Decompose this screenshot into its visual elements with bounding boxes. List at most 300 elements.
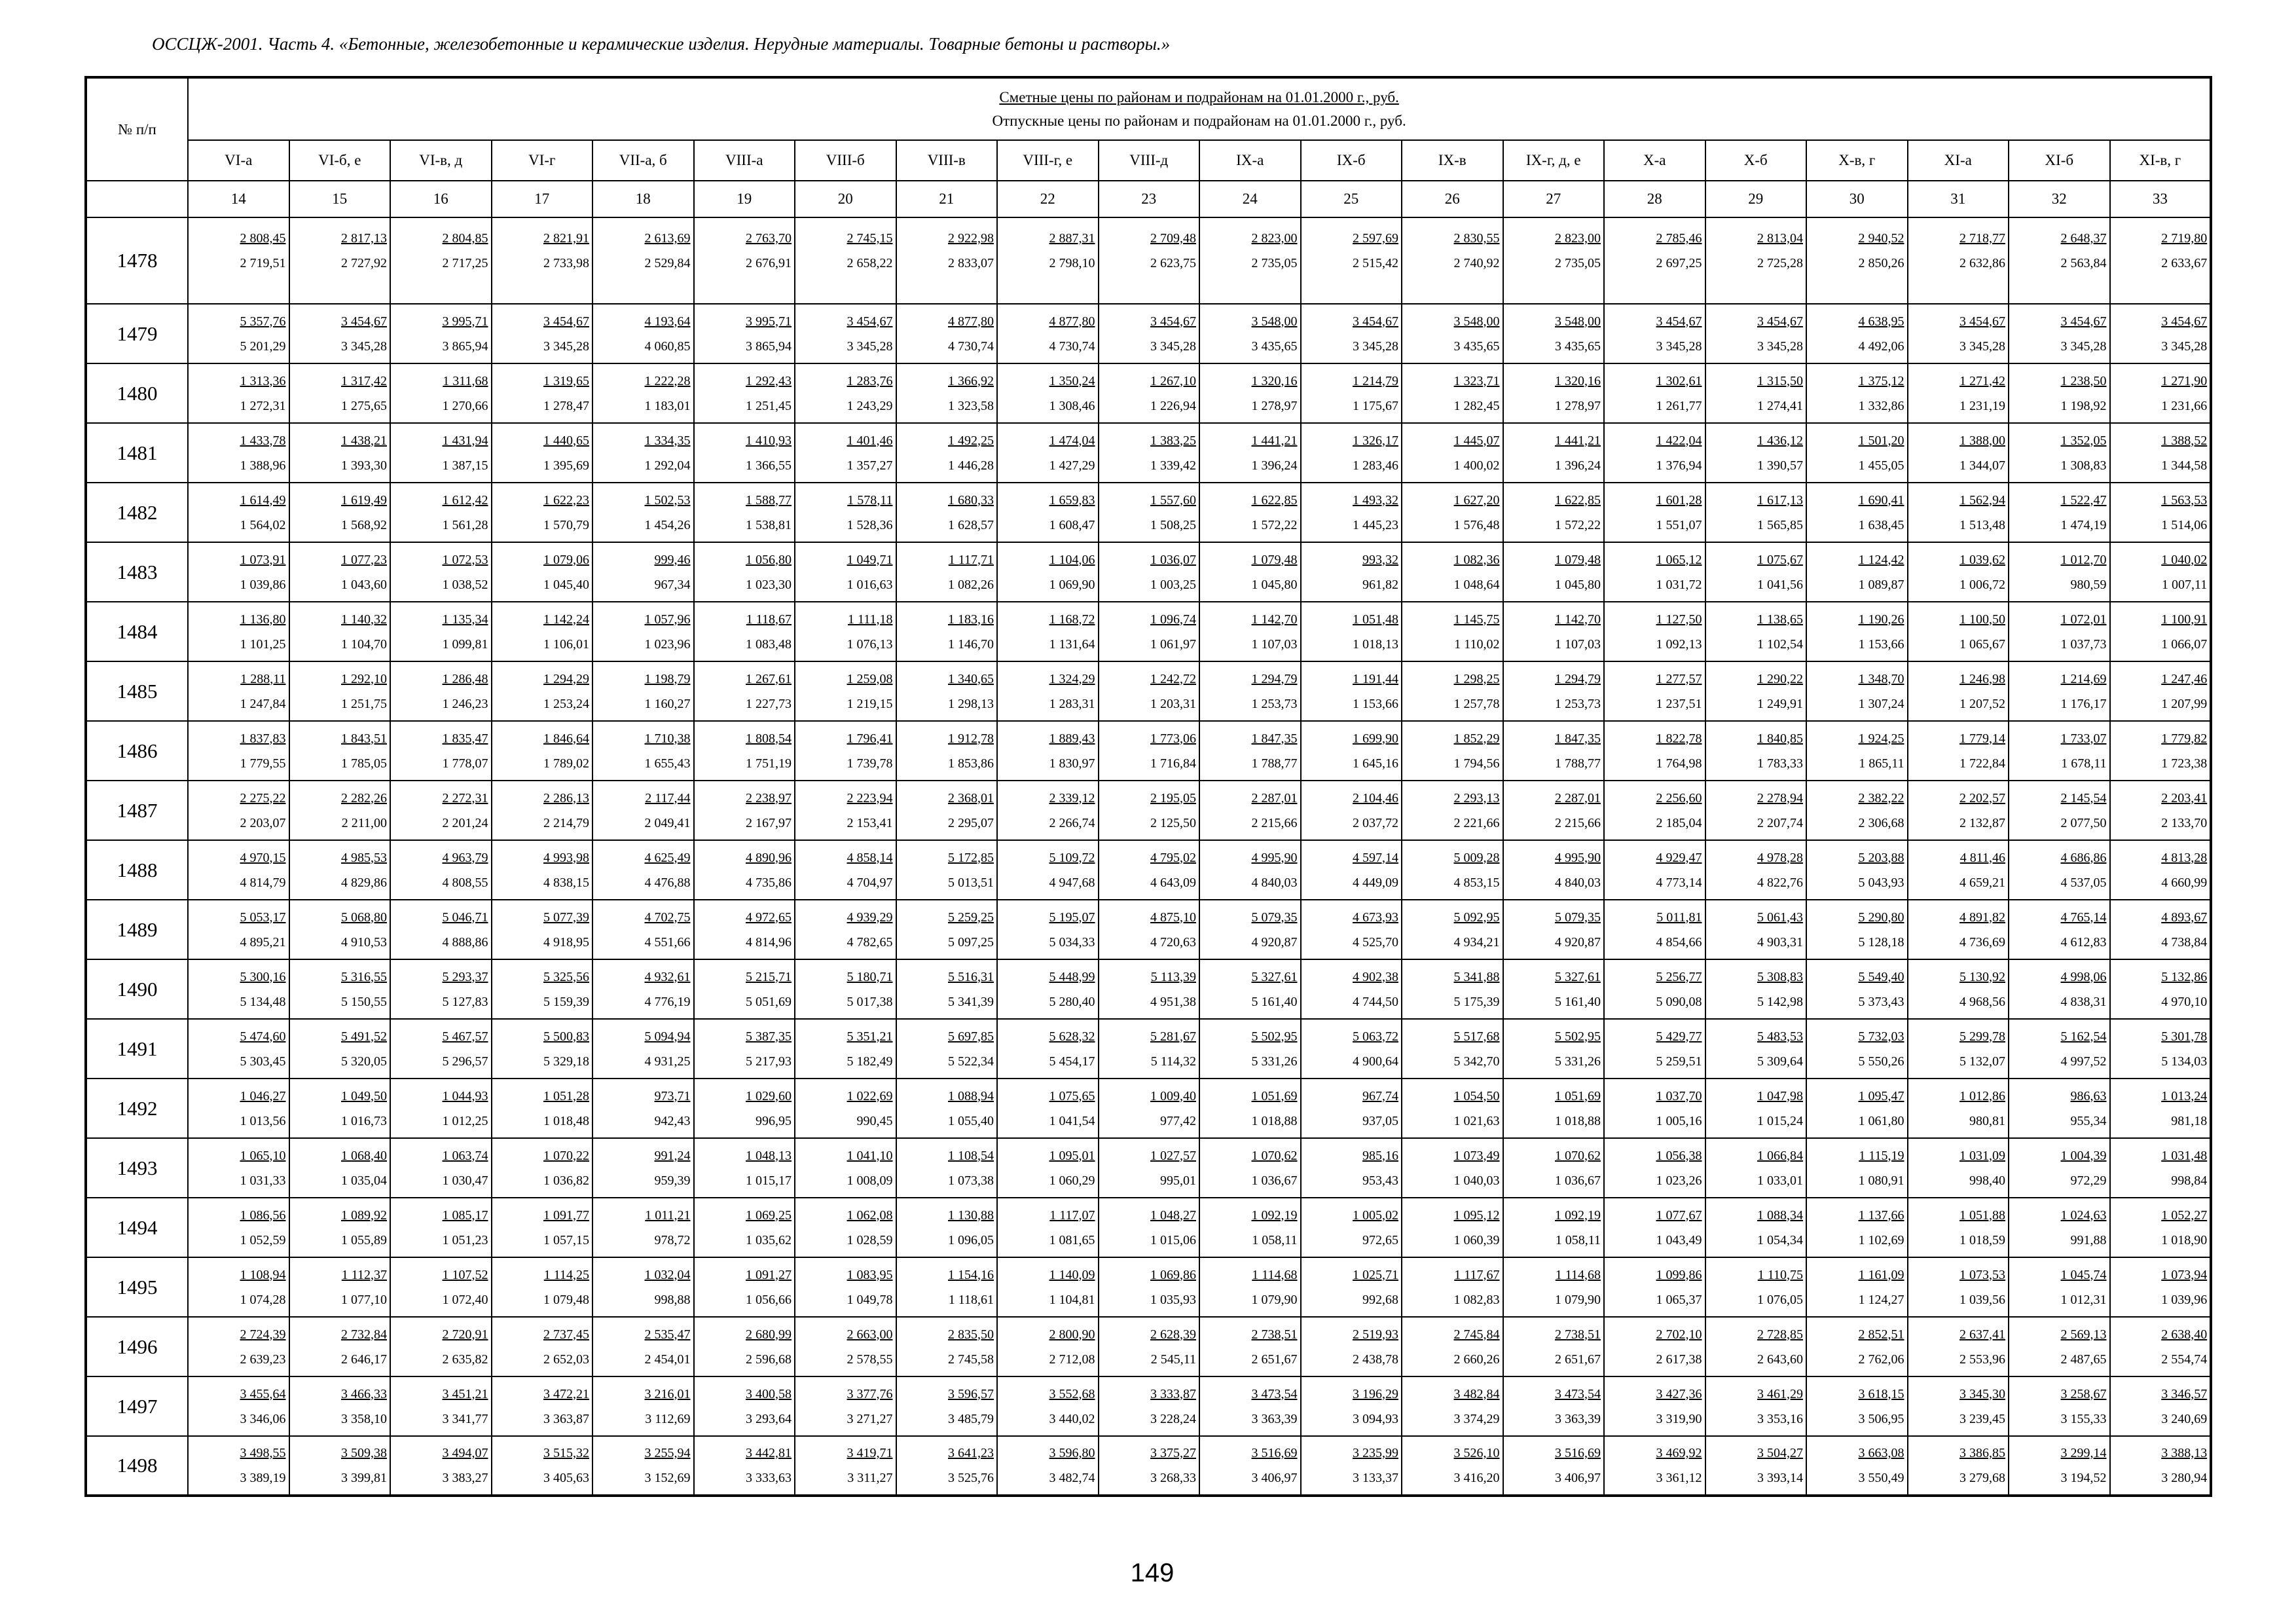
price-cell xyxy=(1908,1376,2009,1436)
column-index: 26 xyxy=(1402,181,1503,217)
release-price: 1 016,73 xyxy=(341,1113,387,1128)
price-cell xyxy=(289,483,391,542)
estimate-price: 4 638,95 xyxy=(1858,314,1904,329)
price-cell xyxy=(592,602,694,661)
price-cell xyxy=(1705,1198,1807,1257)
estimate-price: 1 710,38 xyxy=(644,731,691,746)
price-cell xyxy=(694,483,795,542)
release-price: 1 183,01 xyxy=(644,398,691,413)
release-price: 1 055,89 xyxy=(341,1232,387,1247)
price-cell xyxy=(896,1257,998,1317)
price-cell xyxy=(188,781,289,840)
price-cell xyxy=(2110,1436,2212,1496)
price-cell xyxy=(1604,304,1705,363)
table-row xyxy=(86,1376,2211,1436)
price-cell xyxy=(2009,1257,2110,1317)
estimate-price: 4 978,28 xyxy=(1757,850,1803,865)
table-row xyxy=(86,840,2211,900)
estimate-price: 3 548,00 xyxy=(1555,314,1601,329)
release-price: 1 104,70 xyxy=(341,637,387,652)
region-header-row xyxy=(86,140,2211,181)
price-cell xyxy=(2009,1019,2110,1079)
estimate-price: 5 113,39 xyxy=(1150,969,1196,984)
release-price: 1 052,59 xyxy=(240,1232,286,1247)
price-cell xyxy=(694,304,795,363)
estimate-price: 5 172,85 xyxy=(948,850,994,865)
release-price: 1 031,72 xyxy=(1656,577,1702,592)
estimate-price: 1 075,67 xyxy=(1757,552,1803,567)
price-cell xyxy=(188,959,289,1019)
release-price: 1 077,10 xyxy=(341,1292,387,1307)
estimate-price: 4 972,65 xyxy=(746,910,792,925)
estimate-price: 1 056,80 xyxy=(746,552,792,567)
estimate-price: 2 835,50 xyxy=(948,1327,994,1342)
price-cell xyxy=(390,542,492,602)
estimate-price: 1 578,11 xyxy=(847,492,893,507)
estimate-price: 2 637,41 xyxy=(1959,1327,2005,1342)
release-price: 1 783,33 xyxy=(1757,756,1803,771)
release-price: 3 389,19 xyxy=(240,1471,286,1485)
estimate-price: 1 092,19 xyxy=(1251,1208,1298,1223)
estimate-price: 1 889,43 xyxy=(1049,731,1095,746)
estimate-price: 1 267,61 xyxy=(746,671,792,686)
region-header: X-а xyxy=(1604,140,1705,181)
release-price: 3 333,63 xyxy=(746,1471,792,1485)
estimate-price: 4 765,14 xyxy=(2060,910,2107,925)
release-price: 4 920,87 xyxy=(1251,934,1298,950)
price-cell xyxy=(188,1019,289,1079)
price-cell xyxy=(795,602,896,661)
estimate-price: 1 294,79 xyxy=(1251,671,1298,686)
release-price: 3 133,37 xyxy=(1353,1471,1398,1485)
release-price: 4 736,69 xyxy=(1959,934,2005,950)
row-number: 1490 xyxy=(86,959,188,1019)
price-cell xyxy=(795,900,896,959)
estimate-price: 5 351,21 xyxy=(847,1029,893,1044)
price-cell xyxy=(390,1317,492,1376)
release-price: 1 561,28 xyxy=(442,517,488,532)
price-cell xyxy=(188,721,289,781)
price-cell xyxy=(1402,542,1503,602)
estimate-price: 1 004,39 xyxy=(2060,1148,2107,1163)
region-header: IX-б xyxy=(1301,140,1402,181)
price-cell xyxy=(1908,363,2009,423)
release-price: 1 031,33 xyxy=(240,1173,286,1188)
price-cell xyxy=(188,840,289,900)
price-cell xyxy=(1705,661,1807,721)
estimate-price: 3 596,80 xyxy=(1049,1446,1095,1460)
price-cell xyxy=(289,1376,391,1436)
region-header: VIII-а xyxy=(694,140,795,181)
release-price: 2 214,79 xyxy=(543,815,589,830)
release-price: 1 076,05 xyxy=(1757,1292,1803,1307)
price-cell xyxy=(390,602,492,661)
region-header: XI-в, г xyxy=(2110,140,2212,181)
estimate-price: 3 526,10 xyxy=(1453,1446,1500,1460)
estimate-price: 1 779,82 xyxy=(2161,731,2208,746)
estimate-price: 5 467,57 xyxy=(442,1029,488,1044)
estimate-price: 3 454,67 xyxy=(1353,314,1398,329)
price-cell xyxy=(694,840,795,900)
price-cell xyxy=(492,602,593,661)
estimate-price: 1 840,85 xyxy=(1757,731,1803,746)
release-price: 2 651,67 xyxy=(1555,1352,1601,1367)
estimate-price: 2 203,41 xyxy=(2161,790,2208,805)
price-cell xyxy=(2009,423,2110,483)
price-cell xyxy=(896,1436,998,1496)
price-cell xyxy=(2110,602,2212,661)
estimate-price: 2 821,91 xyxy=(543,231,589,246)
release-price: 5 142,98 xyxy=(1757,994,1803,1009)
estimate-price: 5 517,68 xyxy=(1453,1029,1500,1044)
release-price: 1 257,78 xyxy=(1453,696,1500,711)
region-header: VI-б, е xyxy=(289,140,391,181)
estimate-price: 1 313,36 xyxy=(240,373,286,388)
price-cell xyxy=(896,1079,998,1138)
release-price: 4 900,64 xyxy=(1353,1054,1398,1069)
estimate-price: 1 100,50 xyxy=(1959,612,2005,627)
release-price: 1 018,13 xyxy=(1353,637,1398,652)
price-cell xyxy=(795,542,896,602)
price-cell xyxy=(2110,781,2212,840)
price-cell xyxy=(694,1257,795,1317)
price-cell xyxy=(694,1079,795,1138)
price-cell xyxy=(1301,602,1402,661)
price-cell xyxy=(1402,1079,1503,1138)
price-cell xyxy=(492,721,593,781)
release-price: 1 243,29 xyxy=(847,398,893,413)
estimate-price: 1 222,28 xyxy=(644,373,691,388)
estimate-price: 4 858,14 xyxy=(847,850,893,865)
estimate-price: 2 724,39 xyxy=(240,1327,286,1342)
release-price: 2 658,22 xyxy=(847,256,893,270)
estimate-price: 2 648,37 xyxy=(2060,231,2107,246)
estimate-price: 1 079,06 xyxy=(543,552,589,567)
estimate-price: 1 115,19 xyxy=(1859,1148,1904,1163)
price-cell xyxy=(1301,1019,1402,1079)
price-cell xyxy=(188,1198,289,1257)
price-cell xyxy=(1806,1019,1908,1079)
estimate-price: 1 779,14 xyxy=(1959,731,2005,746)
price-cell xyxy=(1503,1079,1605,1138)
price-cell xyxy=(694,1317,795,1376)
price-cell xyxy=(1908,483,2009,542)
release-price: 1 051,23 xyxy=(442,1232,488,1247)
price-cell xyxy=(390,363,492,423)
estimate-price: 3 504,27 xyxy=(1757,1446,1803,1460)
estimate-price: 1 557,60 xyxy=(1150,492,1196,507)
estimate-price: 1 024,63 xyxy=(2060,1208,2107,1223)
release-price: 2 596,68 xyxy=(746,1352,792,1367)
release-price: 5 201,29 xyxy=(240,339,286,354)
table-row xyxy=(86,1317,2211,1376)
release-price: 3 550,49 xyxy=(1858,1471,1904,1485)
release-price: 2 719,51 xyxy=(240,256,286,270)
release-price: 2 266,74 xyxy=(1049,815,1095,830)
release-price: 1 785,05 xyxy=(341,756,387,771)
price-cell xyxy=(1099,217,1200,304)
region-header: X-б xyxy=(1705,140,1807,181)
release-price: 1 278,47 xyxy=(543,398,589,413)
price-cell xyxy=(2110,959,2212,1019)
release-price: 4 822,76 xyxy=(1757,875,1803,890)
table-body xyxy=(86,217,2211,1496)
estimate-price: 1 502,53 xyxy=(644,492,691,507)
estimate-price: 1 286,48 xyxy=(442,671,488,686)
price-cell xyxy=(289,304,391,363)
document-header: ОССЦЖ-2001. Часть 4. «Бетонные, железобетонные и керамические изделия. Нерудные материалы. Товарные бетоны и растворы.» xyxy=(152,34,1171,54)
estimate-price: 3 346,57 xyxy=(2161,1386,2208,1401)
estimate-price: 1 317,42 xyxy=(341,373,387,388)
release-price: 1 101,25 xyxy=(240,637,286,652)
price-cell xyxy=(1705,542,1807,602)
estimate-price: 1 062,08 xyxy=(847,1208,893,1223)
estimate-price: 1 085,17 xyxy=(442,1208,488,1223)
release-price: 1 830,97 xyxy=(1049,756,1095,771)
price-cell xyxy=(1199,1257,1301,1317)
estimate-price: 1 622,85 xyxy=(1251,492,1298,507)
price-cell xyxy=(1604,1019,1705,1079)
release-price: 5 090,08 xyxy=(1656,994,1702,1009)
price-cell xyxy=(188,363,289,423)
price-cell xyxy=(1908,1257,2009,1317)
estimate-price: 1 117,67 xyxy=(1454,1267,1500,1282)
estimate-price: 1 271,90 xyxy=(2161,373,2208,388)
estimate-price: 3 995,71 xyxy=(442,314,488,329)
release-price: 3 280,94 xyxy=(2161,1471,2208,1485)
estimate-price: 1 012,86 xyxy=(1959,1088,2005,1103)
release-price: 2 635,82 xyxy=(442,1352,488,1367)
price-cell xyxy=(1301,721,1402,781)
price-cell xyxy=(1199,959,1301,1019)
price-cell xyxy=(896,483,998,542)
estimate-price: 4 985,53 xyxy=(341,850,387,865)
estimate-price: 1 044,93 xyxy=(442,1088,488,1103)
estimate-price: 1 104,06 xyxy=(1049,552,1095,567)
price-cell xyxy=(1503,1198,1605,1257)
estimate-price: 1 049,71 xyxy=(847,552,893,567)
estimate-price: 1 622,23 xyxy=(543,492,589,507)
price-cell xyxy=(896,602,998,661)
estimate-price: 5 549,40 xyxy=(1858,969,1904,984)
estimate-price: 5 502,95 xyxy=(1555,1029,1601,1044)
estimate-price: 1 843,51 xyxy=(341,731,387,746)
column-index: 25 xyxy=(1301,181,1402,217)
release-price: 1 079,48 xyxy=(543,1292,589,1307)
price-cell xyxy=(188,602,289,661)
price-cell xyxy=(2110,483,2212,542)
price-cell xyxy=(592,542,694,602)
price-cell xyxy=(188,661,289,721)
price-cell xyxy=(1503,1138,1605,1198)
column-index: 16 xyxy=(390,181,492,217)
estimate-price: 2 738,51 xyxy=(1555,1327,1601,1342)
price-cell xyxy=(289,721,391,781)
release-price: 1 082,83 xyxy=(1453,1292,1500,1307)
release-price: 4 704,97 xyxy=(847,875,893,890)
estimate-price: 1 733,07 xyxy=(2060,731,2107,746)
release-price: 1 292,04 xyxy=(644,458,691,473)
price-cell xyxy=(997,542,1099,602)
release-price: 1 018,88 xyxy=(1555,1113,1601,1128)
estimate-price: 1 073,53 xyxy=(1959,1267,2005,1282)
estimate-price: 3 451,21 xyxy=(442,1386,488,1401)
release-price: 3 345,28 xyxy=(2060,339,2107,354)
price-cell xyxy=(1604,1138,1705,1198)
estimate-price: 3 473,54 xyxy=(1251,1386,1298,1401)
price-cell xyxy=(2009,1317,2110,1376)
price-cell xyxy=(1099,661,1200,721)
release-price: 3 406,97 xyxy=(1555,1471,1601,1485)
price-cell xyxy=(997,1079,1099,1138)
estimate-price: 5 162,54 xyxy=(2060,1029,2107,1044)
estimate-price: 1 796,41 xyxy=(847,731,893,746)
release-price: 2 652,03 xyxy=(543,1352,589,1367)
release-price: 3 485,79 xyxy=(948,1411,994,1426)
release-price: 1 175,67 xyxy=(1353,398,1398,413)
release-price: 967,34 xyxy=(654,577,691,592)
estimate-price: 1 005,02 xyxy=(1353,1208,1398,1223)
estimate-price: 1 077,67 xyxy=(1656,1208,1702,1223)
estimate-price: 3 386,85 xyxy=(1959,1446,2005,1460)
estimate-price: 1 070,22 xyxy=(543,1148,589,1163)
estimate-price: 1 025,71 xyxy=(1353,1267,1398,1282)
price-cell xyxy=(1908,900,2009,959)
release-price: 3 353,16 xyxy=(1757,1411,1803,1426)
price-cell xyxy=(592,483,694,542)
price-cell xyxy=(1199,1198,1301,1257)
price-cell xyxy=(795,1376,896,1436)
release-price: 2 554,74 xyxy=(2161,1352,2208,1367)
row-number: 1491 xyxy=(86,1019,188,1079)
estimate-price: 4 597,14 xyxy=(1353,850,1398,865)
release-price: 5 161,40 xyxy=(1251,994,1298,1009)
estimate-price: 2 804,85 xyxy=(442,231,488,246)
estimate-price: 2 852,51 xyxy=(1858,1327,1904,1342)
price-cell xyxy=(2009,602,2110,661)
estimate-price: 4 993,98 xyxy=(543,850,589,865)
price-cell xyxy=(1604,840,1705,900)
price-cell xyxy=(1099,1198,1200,1257)
estimate-price: 1 092,19 xyxy=(1555,1208,1601,1223)
release-price: 2 077,50 xyxy=(2060,815,2107,830)
table-row xyxy=(86,483,2211,542)
release-price: 4 997,52 xyxy=(2060,1054,2107,1069)
price-cell xyxy=(997,959,1099,1019)
price-cell xyxy=(1705,900,1807,959)
estimate-price: 1 271,42 xyxy=(1959,373,2005,388)
price-cell xyxy=(188,1436,289,1496)
price-cell xyxy=(492,1138,593,1198)
estimate-price: 1 136,80 xyxy=(240,612,286,627)
release-price: 4 853,15 xyxy=(1453,875,1500,890)
release-price: 4 910,53 xyxy=(341,934,387,950)
release-price: 4 773,14 xyxy=(1656,875,1702,890)
price-cell xyxy=(1199,304,1301,363)
price-cell xyxy=(795,840,896,900)
price-cell xyxy=(1806,1198,1908,1257)
release-price: 1 455,05 xyxy=(1858,458,1904,473)
release-price: 3 346,06 xyxy=(240,1411,286,1426)
release-price: 2 643,60 xyxy=(1757,1352,1803,1367)
release-price: 1 039,96 xyxy=(2161,1292,2208,1307)
price-cell xyxy=(2009,1198,2110,1257)
price-cell xyxy=(1301,1198,1402,1257)
estimate-price: 5 301,78 xyxy=(2161,1029,2208,1044)
release-price: 5 159,39 xyxy=(543,994,589,1009)
estimate-price: 1 350,24 xyxy=(1049,373,1095,388)
release-price: 5 097,25 xyxy=(948,934,994,950)
price-cell xyxy=(1806,900,1908,959)
price-cell xyxy=(997,900,1099,959)
release-price: 1 083,48 xyxy=(746,637,792,652)
release-price: 4 492,06 xyxy=(1858,339,1904,354)
estimate-price: 1 011,21 xyxy=(645,1208,691,1223)
release-price: 3 406,97 xyxy=(1251,1471,1298,1485)
estimate-price: 5 068,80 xyxy=(341,910,387,925)
region-header: IX-в xyxy=(1402,140,1503,181)
estimate-price: 1 032,04 xyxy=(644,1267,691,1282)
estimate-price: 4 970,15 xyxy=(240,850,286,865)
estimate-price: 4 875,10 xyxy=(1150,910,1196,925)
release-price: 3 435,65 xyxy=(1251,339,1298,354)
price-cell xyxy=(492,483,593,542)
release-price: 1 018,48 xyxy=(543,1113,589,1128)
release-price: 4 782,65 xyxy=(847,934,893,950)
release-price: 3 345,28 xyxy=(1353,339,1398,354)
price-cell xyxy=(2009,304,2110,363)
release-price: 2 798,10 xyxy=(1049,256,1095,270)
release-price: 2 646,17 xyxy=(341,1352,387,1367)
estimate-price: 1 118,67 xyxy=(746,612,792,627)
price-cell xyxy=(795,1317,896,1376)
price-cell xyxy=(795,363,896,423)
estimate-price: 5 474,60 xyxy=(240,1029,286,1044)
release-price: 1 283,46 xyxy=(1353,458,1398,473)
price-cell xyxy=(1908,721,2009,781)
estimate-price: 1 283,76 xyxy=(847,373,893,388)
estimate-price: 5 327,61 xyxy=(1555,969,1601,984)
price-cell xyxy=(795,781,896,840)
price-cell xyxy=(390,423,492,483)
estimate-price: 3 455,64 xyxy=(240,1386,286,1401)
price-cell xyxy=(1199,721,1301,781)
release-price: 1 072,40 xyxy=(442,1292,488,1307)
region-header: VI-в, д xyxy=(390,140,492,181)
estimate-price: 1 039,62 xyxy=(1959,552,2005,567)
release-price: 1 080,91 xyxy=(1858,1173,1904,1188)
release-price: 1 246,23 xyxy=(442,696,488,711)
price-cell xyxy=(1908,1019,2009,1079)
release-price: 1 247,84 xyxy=(240,696,286,711)
price-cell xyxy=(1604,363,1705,423)
release-price: 1 251,45 xyxy=(746,398,792,413)
estimate-price: 2 275,22 xyxy=(240,790,286,805)
release-price: 1 278,97 xyxy=(1251,398,1298,413)
release-price: 2 185,04 xyxy=(1656,815,1702,830)
release-price: 1 015,17 xyxy=(746,1173,792,1188)
release-price: 1 081,65 xyxy=(1049,1232,1095,1247)
estimate-price: 2 286,13 xyxy=(543,790,589,805)
estimate-price: 1 124,42 xyxy=(1858,552,1904,567)
release-price: 1 028,59 xyxy=(847,1232,893,1247)
estimate-price: 2 663,00 xyxy=(847,1327,893,1342)
price-cell xyxy=(1402,304,1503,363)
release-price: 1 778,07 xyxy=(442,756,488,771)
release-price: 3 345,28 xyxy=(1656,339,1702,354)
release-price: 1 272,31 xyxy=(240,398,286,413)
release-price: 5 114,32 xyxy=(1150,1054,1196,1069)
